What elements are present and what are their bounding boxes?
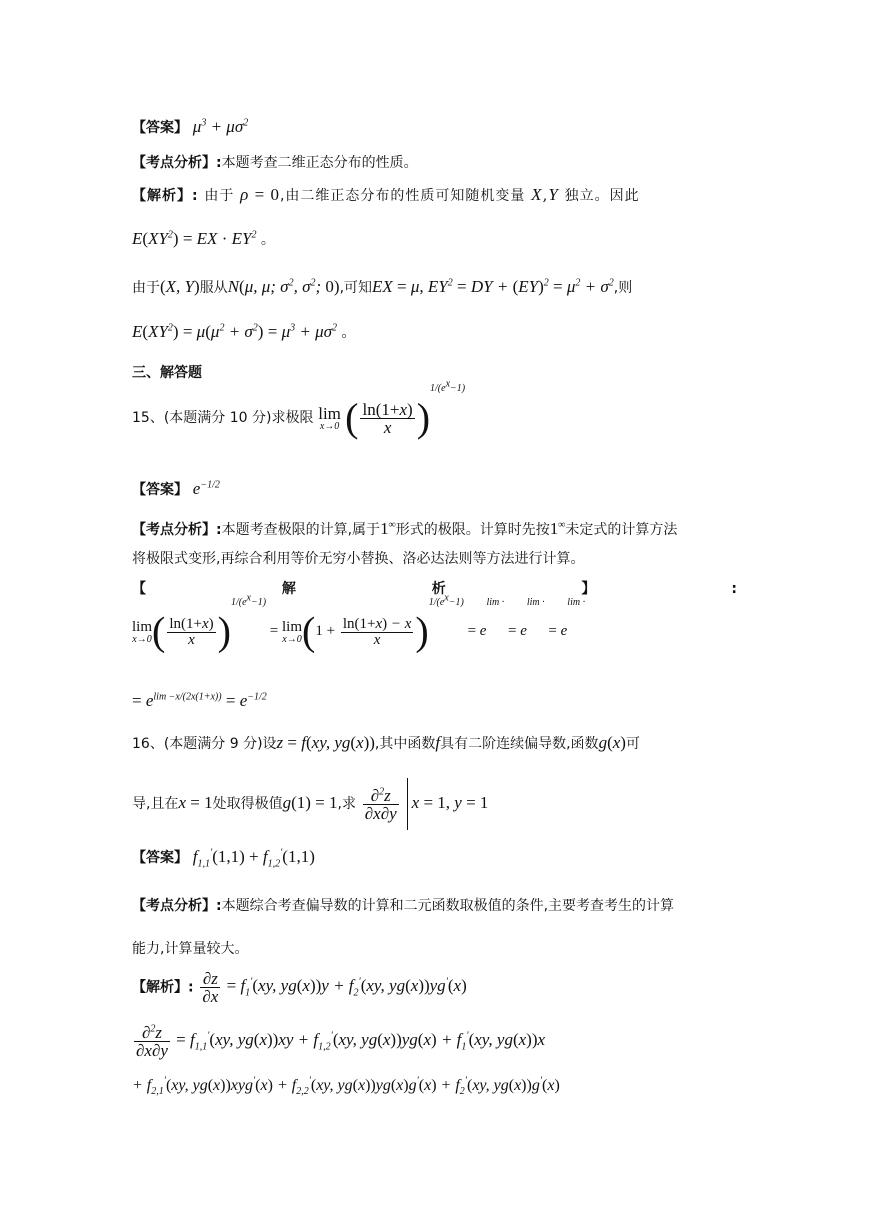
q16-question-line1: 16、(本题满分 9 分)设z = f(xy, yg(x)),其中函数f具有二阶连续偏导数,函数g(x)可 <box>132 733 640 752</box>
q16-analysis: 【考点分析】:本题综合考查偏导数的计算和二元函数取极值的条件,主要考查考生的计算 <box>132 898 675 914</box>
q14-solution-line1: 【解析】: 由于 ρ = 0,由二维正态分布的性质可知随机变量 X,Y 独立。因此 <box>132 185 640 204</box>
q14-formula1: $E(XY^2)$ = EX · $EY^2$ 。 <box>132 229 275 248</box>
q14-analysis: 【考点分析】:本题考查二维正态分布的性质。 <box>132 155 418 171</box>
q14-answer: 【答案】 $\mu^3 + \mu\sigma^2$ <box>132 117 249 136</box>
q14-formula2: $E(XY^2) = \mu(\mu^2 + \sigma^2) = \mu^3 + \mu\sigma^2$ 。 <box>132 322 356 341</box>
q15-solution-result: = $e^{lim -x/(2x(1+x))} = e^{-1/2}$ <box>132 691 267 710</box>
section-title: 三、解答题 <box>132 365 202 381</box>
q16-solution-line3: + $f_{2,1}'(xy$, $yg(x))xyg'(x) + f_{2,2}'(xy$, $yg(x))yg(x)g'(x) + f_2'(xy$, yg(x))g′(x) <box>132 1075 560 1098</box>
q16-solution-line1: 【解析】: $\frac{\partial z}{\partial x}$ = $f_1'(xy$, $yg(x))y + f_2'(xy$, yg(x))yg′(x) <box>132 969 467 1006</box>
q15-question: 15、(本题满分 10 分)求极限 lim x→0 ( $\frac{\ln(1+x)}{x}$ )$1/(e^x-1)$ <box>132 378 466 440</box>
q15-analysis: 【考点分析】:本题考查极限的计算,属于1∞形式的极限。计算时先按1∞未定式的计算方法 <box>132 519 678 538</box>
q15-analysis-line2: 将极限式变形,再综合利用等价无穷小替换、洛必达法则等方法进行计算。 <box>132 551 585 567</box>
q16-answer: 【答案】 $f_{1,1}'(1,1) + f_{1,2}'(1,1)$ <box>132 847 315 870</box>
q15-answer: 【答案】 $e^{-1/2}$ <box>132 479 220 498</box>
q16-question-line2: 导,且在x = 1处取得极值g(1) = 1,求 $\frac{\partial^2z}{\partial x\partial y}$ x = 1, y = 1 <box>132 778 737 838</box>
q16-solution-line2: $\frac{\partial^2z}{\partial x\partial y}$ = $f_{1,1}'(xy$, $yg(x))xy + f_{1,2}'(xy$, $yg(x))yg(x) + f_1'(xy$, yg(x))x <box>136 1023 546 1060</box>
q14-line3: 由于(X, Y)服从N(μ, μ; $\sigma^2$, $\sigma^2$; 0),可知EX = μ, $EY^2$ = DY + $(EY)^2 = \mu^2 + \sigma^2$,则 <box>132 277 633 296</box>
q15-solution-formula: lim x→0 ( $\frac{\ln(1+x)}{x}$ )$1/(e^x-1) = \lim$ x→0 (1 + $\frac{\ln(1+x) - x}{x}$ )$1/(e^x-1) = elim$ · = elim · = elim · <box>132 592 586 654</box>
q16-analysis-line2: 能力,计算量较大。 <box>132 941 249 957</box>
q15-solution-label: 【 解 析 】 : <box>132 581 737 597</box>
